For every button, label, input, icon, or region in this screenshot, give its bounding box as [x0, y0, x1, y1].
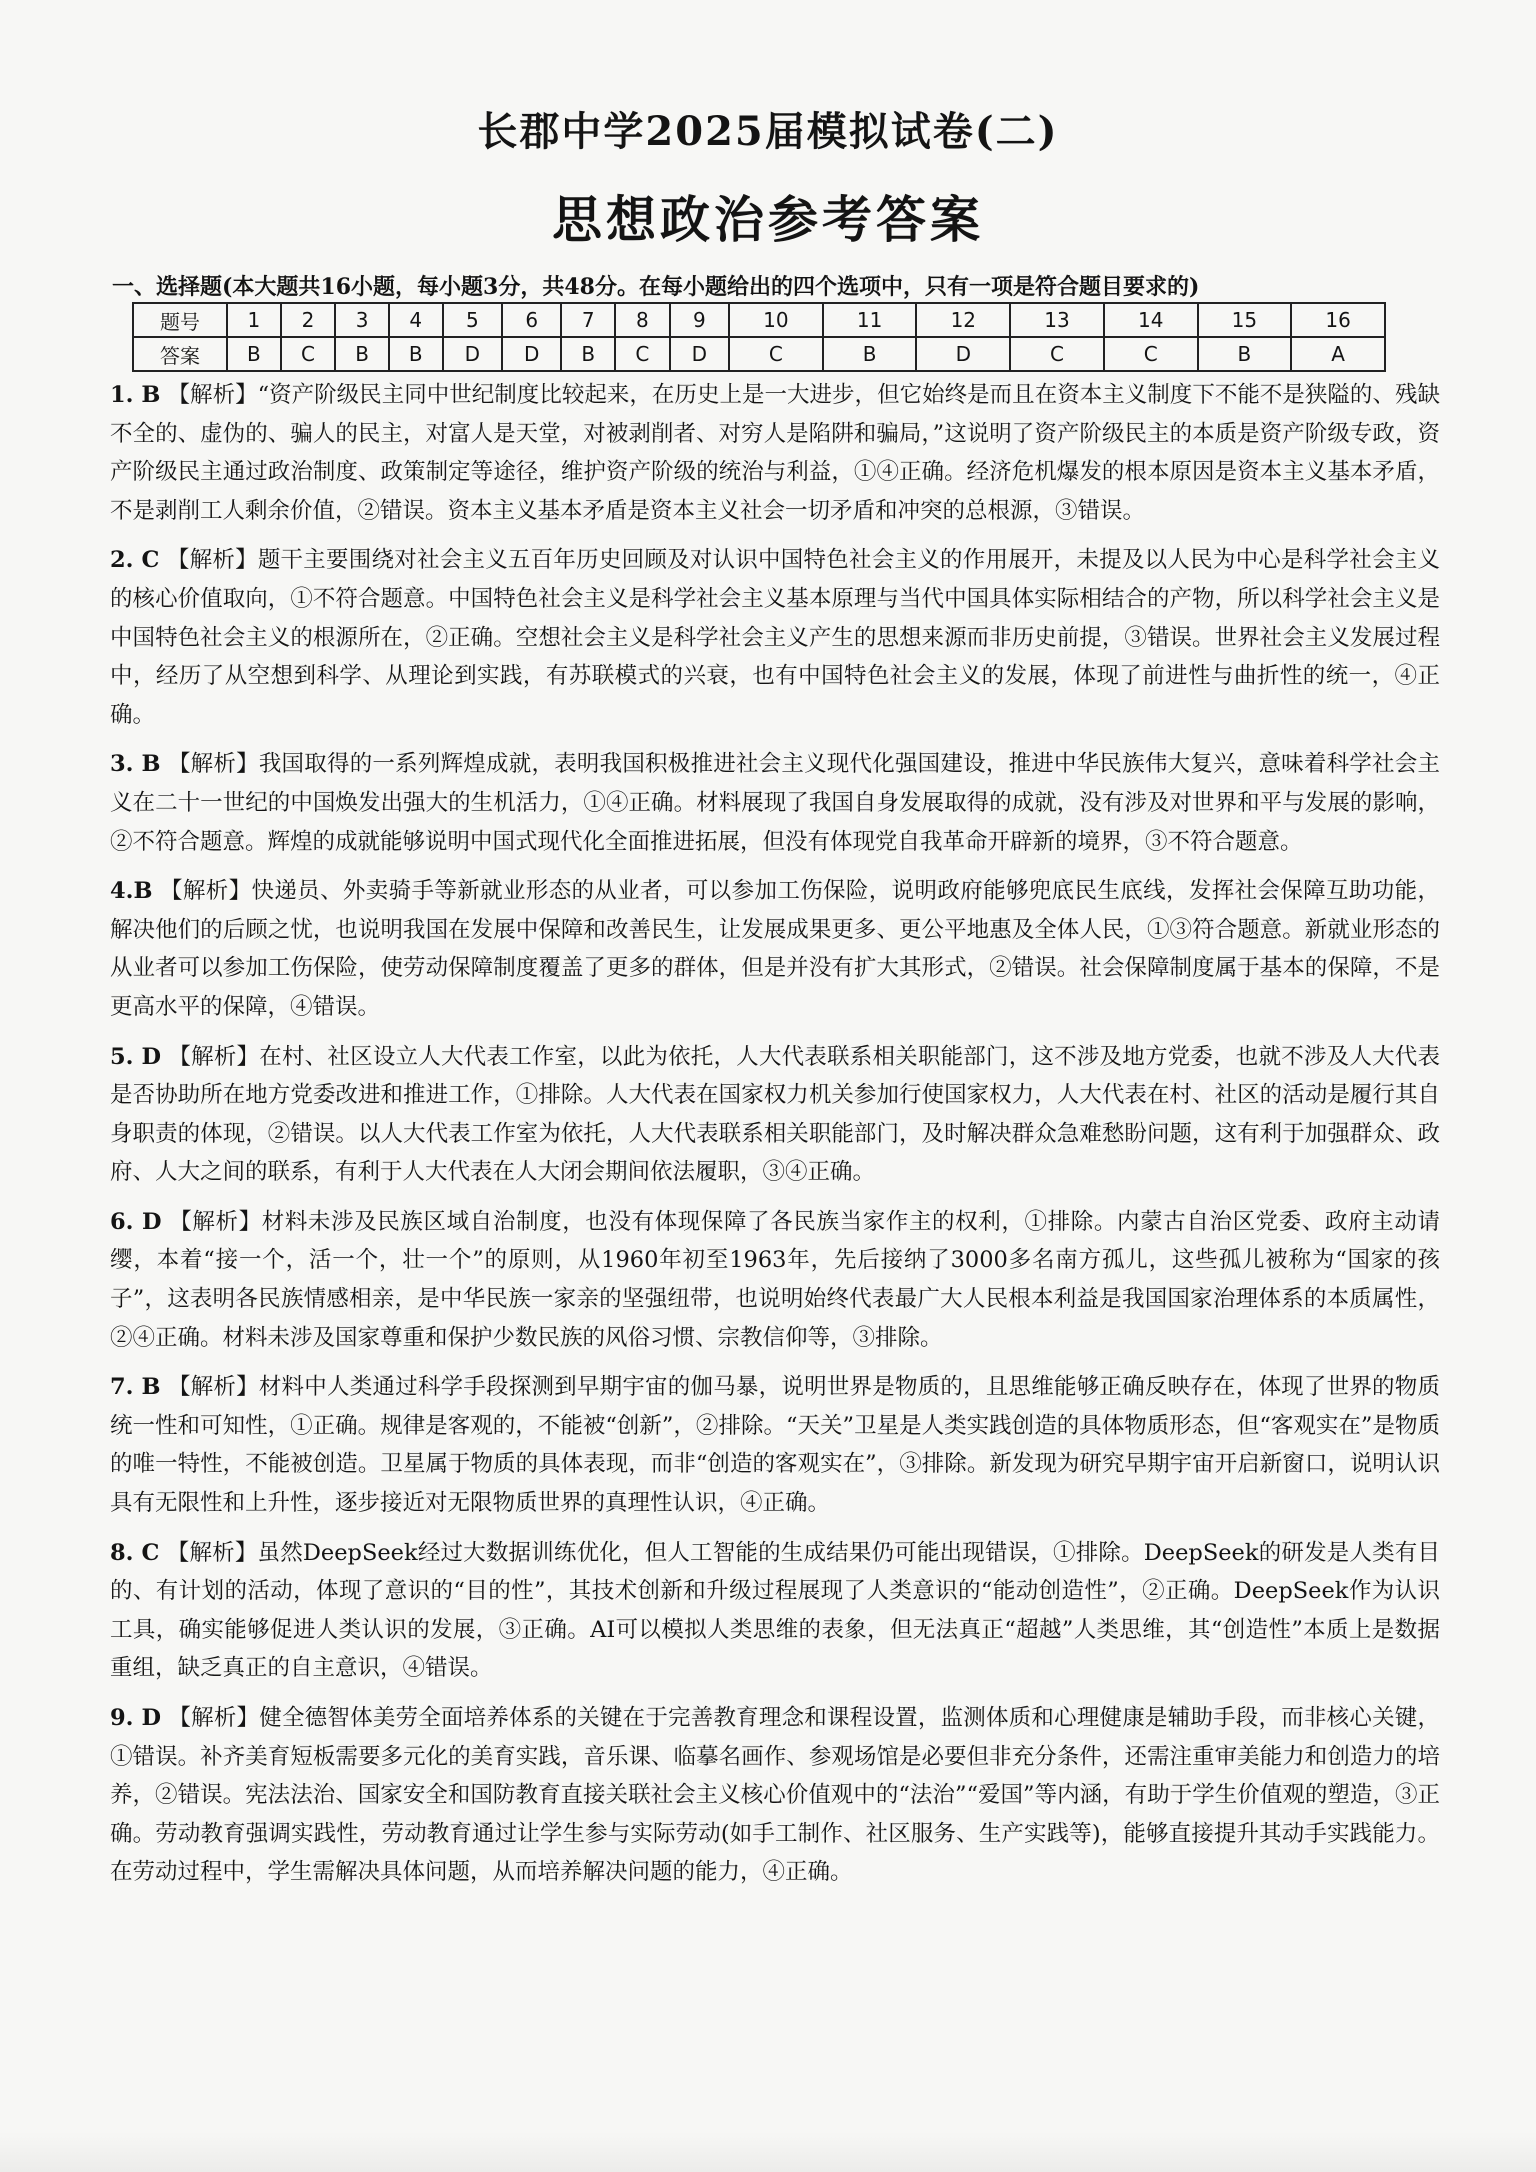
- question-explanation-3: [110, 745, 1440, 861]
- explanation-text: 【解析】健全德智体美劳全面培养体系的关键在于完善教育理念和课程设置，监测体质和心理健康是辅助手段，而非核心关键，①错误。补齐美育短板需要多元化的美育实践，音乐课、临摹名画作、参观场馆是必要但非充分条件，还需注重审美能力和创造力的培养，②错误。宪法法治、国家安全和国防教育直接关联社会主义核心价值观中的“法治”“爱国”等内涵，有助于学生价值观的塑造，③正确。劳动教育强调实践性，劳动教育通过让学生参与实际劳动(如手工制作、社区服务、生产实践等)，能够直接提升其动手实践能力。在劳动过程中，学生需解决具体问题，从而培养解决问题的能力，④正确。: [110, 1705, 1440, 1886]
- question-number: 15: [1198, 303, 1292, 337]
- answer-cell: B: [227, 337, 281, 371]
- answer-cell: D: [502, 337, 561, 371]
- answer-cell: D: [443, 337, 502, 371]
- question-answer-label: 9. D: [110, 1705, 162, 1731]
- question-answer-label: 4.B: [110, 878, 153, 905]
- question-number: 7: [561, 303, 615, 337]
- question-number: 12: [916, 303, 1010, 337]
- question-explanation-1: [110, 376, 1440, 530]
- question-number: 14: [1104, 303, 1198, 337]
- question-number: 13: [1010, 303, 1104, 337]
- question-number: 6: [502, 303, 561, 337]
- answer-cell: D: [670, 337, 729, 371]
- explanation-text: 【解析】我国取得的一系列辉煌成就，表明我国积极推进社会主义现代化强国建设，推进中华民族伟大复兴，意味着科学社会主义在二十一世纪的中国焕发出强大的生机活力，①④正确。材料展现了我国自身发展取得的成就，没有涉及对世界和平与发展的影响，②不符合题意。辉煌的成就能够说明中国式现代化全面推进拓展，但没有体现党自我革命开辟新的境界，③不符合题意。: [110, 751, 1440, 855]
- question-answer-label: 5. D: [110, 1043, 162, 1070]
- question-number: 5: [443, 303, 502, 337]
- explanation-text: 【解析】快递员、外卖骑手等新就业形态的从业者，可以参加工伤保险，说明政府能够兜底民生底线，发挥社会保障互助功能，解决他们的后顾之忧，也说明我国在发展中保障和改善民生，让发展成果更多、更公平地惠及全体人民，①③符合题意。新就业形态的从业者可以参加工伤保险，使劳动保障制度覆盖了更多的群体，但是并没有扩大其形式，②错误。社会保障制度属于基本的保障，不是更高水平的保障，④错误。: [110, 878, 1440, 1020]
- answer-row: [133, 337, 1385, 371]
- question-explanation-4: [110, 872, 1440, 1026]
- question-explanation-6: [110, 1203, 1440, 1357]
- explanation-text: 【解析】在村、社区设立人大代表工作室，以此为依托，人大代表联系相关职能部门，这不涉及地方党委，也就不涉及人大代表是否协助所在地方党委改进和推进工作，①排除。人大代表在国家权力机关参加行使国家权力，人大代表在村、社区的活动是履行其自身职责的体现，②错误。以人大代表工作室为依托，人大代表联系相关职能部门，及时解决群众急难愁盼问题，这有利于加强群众、政府、人大之间的联系，有利于人大代表在人大闭会期间依法履职，③④正确。: [110, 1043, 1440, 1186]
- answer-cell: D: [916, 337, 1010, 371]
- question-number-row: [133, 303, 1385, 337]
- answer-cell: C: [281, 337, 336, 371]
- answer-cell: B: [389, 337, 443, 371]
- question-answer-label: 6. D: [110, 1208, 162, 1235]
- explanation-text: 【解析】“资产阶级民主同中世纪制度比较起来，在历史上是一大进步，但它始终是而且在资本主义制度下不能不是狭隘的、残缺不全的、虚伪的、骗人的民主，对富人是天堂，对被剥削者、对穷人是陷阱和骗局，”这说明了资产阶级民主的本质是资产阶级专政，资产阶级民主通过政治制度、政策制定等途径，维护资产阶级的统治与利益，①④正确。经济危机爆发的根本原因是资本主义基本矛盾，不是剥削工人剩余价值，②错误。资本主义基本矛盾是资本主义社会一切矛盾和冲突的总根源，③错误。: [110, 382, 1440, 524]
- answer-table: [132, 302, 1386, 372]
- question-number: 2: [281, 303, 336, 337]
- explanation-text: 【解析】题干主要围绕对社会主义五百年历史回顾及对认识中国特色社会主义的作用展开，未提及以人民为中心是科学社会主义的核心价值取向，①不符合题意。中国特色社会主义是科学社会主义基本原理与当代中国具体实际相结合的产物，所以科学社会主义是中国特色社会主义的根源所在，②正确。空想社会主义是科学社会主义产生的思想来源而非历史前提，③错误。世界社会主义发展过程中，经历了从空想到科学、从理论到实践，有苏联模式的兴衰，也有中国特色社会主义的发展，体现了前进性与曲折性的统一，④正确。: [110, 547, 1440, 728]
- answer-cell: B: [335, 337, 389, 371]
- exam-title: 长郡中学2025届模拟试卷(二): [477, 108, 1059, 155]
- answer-cell: B: [561, 337, 615, 371]
- explanation-text: 【解析】材料未涉及民族区域自治制度，也没有体现保障了各民族当家作主的权利，①排除。内蒙古自治区党委、政府主动请缨，本着“接一个，活一个，壮一个”的原则，从1960年初至1963年，先后接纳了3000多名南方孤儿，这些孤儿被称为“国家的孩子”，这表明各民族情感相亲，是中华民族一家亲的坚强纽带，也说明始终代表最广大人民根本利益是我国国家治理体系的本质属性，②④正确。材料未涉及国家尊重和保护少数民族的风俗习惯、宗教信仰等，③排除。: [110, 1208, 1440, 1351]
- question-number: 8: [615, 303, 670, 337]
- page-bottom-edge: [0, 2132, 1536, 2172]
- question-explanation-2: [110, 541, 1440, 734]
- question-number: 1: [227, 303, 281, 337]
- answer-cell: B: [823, 337, 917, 371]
- question-explanation-8: [110, 1534, 1440, 1688]
- row-label-answer: 答案: [133, 337, 227, 371]
- question-explanation-7: [110, 1368, 1440, 1522]
- question-answer-label: 3. B: [110, 751, 161, 778]
- section-heading: 一、选择题(本大题共16小题，每小题3分，共48分。在每小题给出的四个选项中，只有一项是符合题目要求的): [112, 274, 1200, 300]
- question-answer-label: 1. B: [110, 382, 161, 408]
- question-number: 11: [823, 303, 917, 337]
- question-number: 10: [729, 303, 823, 337]
- question-number: 16: [1291, 303, 1385, 337]
- answer-key-title: 思想政治参考答案: [552, 190, 984, 249]
- question-explanation-9: [110, 1699, 1440, 1892]
- explanation-text: 【解析】虽然DeepSeek经过大数据训练优化，但人工智能的生成结果仍可能出现错误，①排除。DeepSeek的研发是人类有目的、有计划的活动，体现了意识的“目的性”，其技术创新和升级过程展现了人类意识的“能动创造性”，②正确。DeepSeek作为认识工具，确实能够促进人类认识的发展，③正确。AI可以模拟人类思维的表象，但无法真正“超越”人类思维，其“创造性”本质上是数据重组，缺乏真正的自主意识，④错误。: [110, 1539, 1440, 1682]
- answer-cell: C: [615, 337, 670, 371]
- question-number: 3: [335, 303, 389, 337]
- question-number: 9: [670, 303, 729, 337]
- answer-cell: A: [1291, 337, 1385, 371]
- question-answer-label: 7. B: [110, 1374, 161, 1401]
- answer-cell: C: [1104, 337, 1198, 371]
- explanations: [110, 376, 1440, 1903]
- question-answer-label: 8. C: [110, 1539, 160, 1566]
- question-number: 4: [389, 303, 443, 337]
- question-explanation-5: [110, 1038, 1440, 1192]
- answer-cell: B: [1198, 337, 1292, 371]
- row-label-number: 题号: [133, 303, 227, 337]
- answer-cell: C: [1010, 337, 1104, 371]
- explanation-text: 【解析】材料中人类通过科学手段探测到早期宇宙的伽马暴，说明世界是物质的，且思维能够正确反映存在，体现了世界的物质统一性和可知性，①正确。规律是客观的，不能被“创新”，②排除。“天关”卫星是人类实践创造的具体物质形态，但“客观实在”是物质的唯一特性，不能被创造。卫星属于物质的具体表现，而非“创造的客观实在”，③排除。新发现为研究早期宇宙开启新窗口，说明认识具有无限性和上升性，逐步接近对无限物质世界的真理性认识，④正确。: [110, 1374, 1440, 1517]
- question-answer-label: 2. C: [110, 547, 160, 574]
- answer-cell: C: [729, 337, 823, 371]
